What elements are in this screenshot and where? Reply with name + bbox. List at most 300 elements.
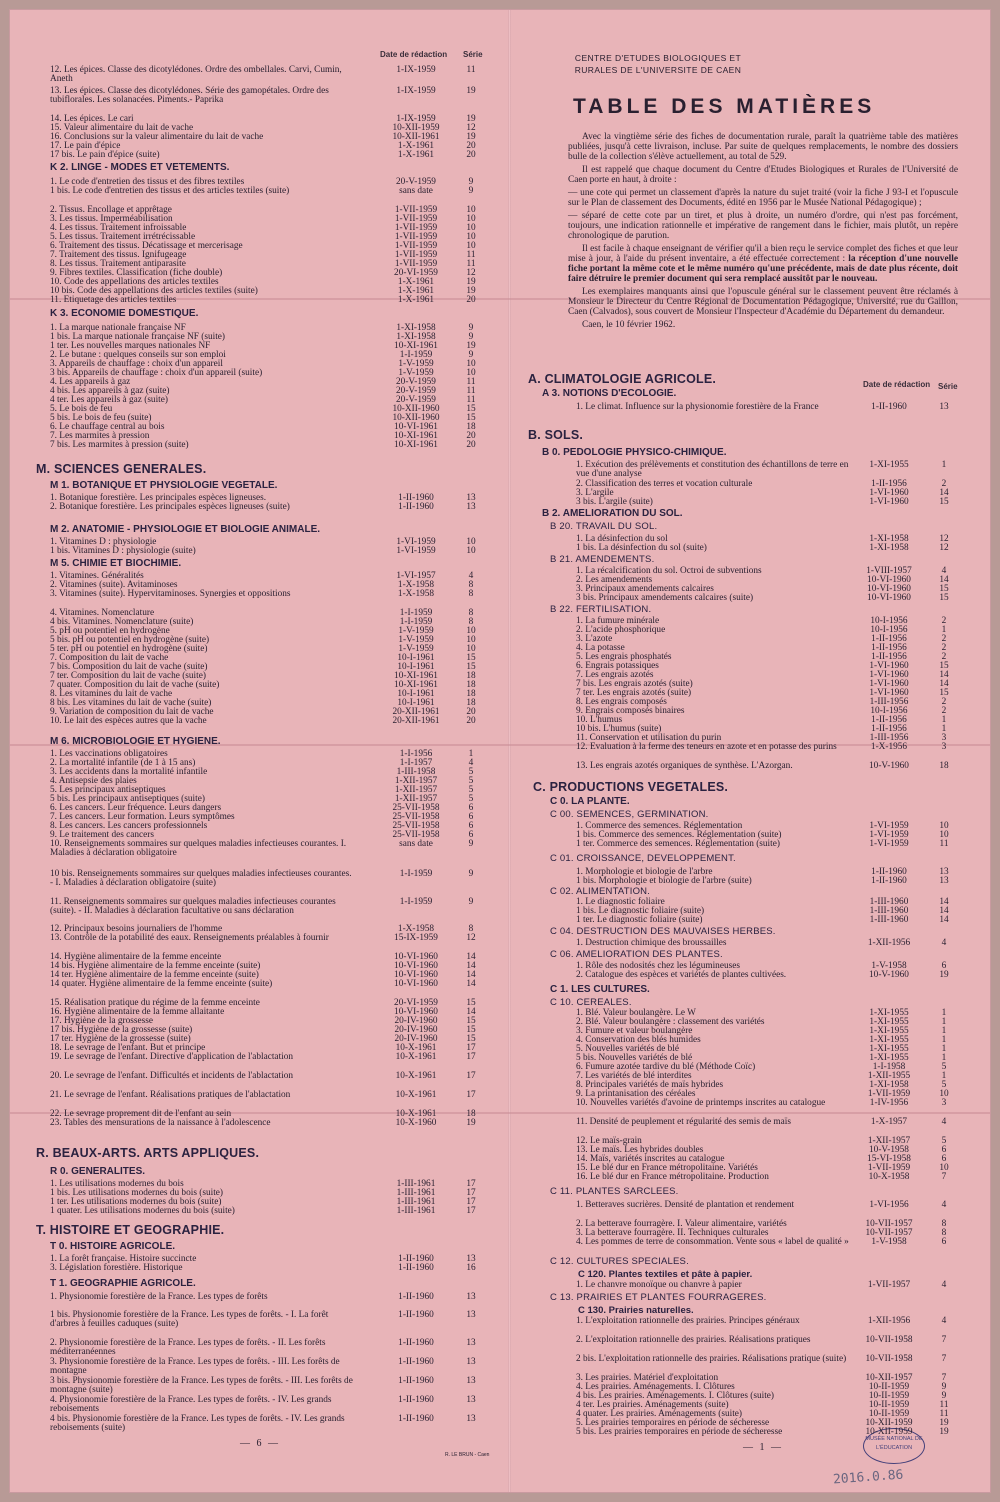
entry-date: 1-VII-1959 bbox=[394, 223, 438, 233]
entry-title: 17 ter. Hygiène de la grossesse (suite) bbox=[50, 1034, 191, 1044]
entry-title: 3 bis. Principaux amendements calcaires (suite) bbox=[576, 593, 754, 603]
entry-date: 1-XII-1955 bbox=[867, 1071, 911, 1081]
entry-title: 7. Les marmites à pression bbox=[50, 431, 150, 441]
section-b: B. SOLS. bbox=[528, 428, 584, 442]
entry-title: 1. L'exploitation rationnelle des prairies. Principes généraux bbox=[576, 1316, 800, 1326]
entry-serie: 18 bbox=[466, 698, 476, 708]
entry-title: 4 quater. Les prairies. Aménagements (suite) bbox=[576, 1409, 742, 1419]
entry-title: 11. Conservation et utilisation du purin bbox=[576, 733, 722, 743]
entry-date: 10-XII-1959 bbox=[865, 1418, 913, 1428]
entry-date: 10-II-1959 bbox=[868, 1391, 910, 1401]
entry-date: 1-V-1958 bbox=[871, 961, 907, 971]
entry-date: 1-I-1959 bbox=[399, 350, 433, 360]
entry-serie: 10 bbox=[466, 359, 476, 369]
entry-serie: 9 bbox=[941, 1382, 947, 1392]
entry-date: 1-XI-1958 bbox=[869, 543, 909, 553]
entry-serie: 14 bbox=[939, 670, 949, 680]
entry-date: 10-XII-1957 bbox=[865, 1373, 913, 1383]
entry-title: 4 bis. Les prairies. Aménagements. I. Clôtures (suite) bbox=[576, 1391, 775, 1401]
entry-date: 1-II-1960 bbox=[398, 1414, 434, 1424]
entry-serie: 13 bbox=[466, 502, 476, 512]
entry-date: 10-XI-1961 bbox=[394, 671, 438, 681]
entry-serie: 7 bbox=[941, 1172, 947, 1182]
entry-serie: 15 bbox=[466, 1016, 476, 1026]
entry-serie: 12 bbox=[466, 123, 476, 133]
entry-serie: 6 bbox=[468, 803, 474, 813]
entry-serie: 8 bbox=[941, 1228, 947, 1238]
entry-serie: 10 bbox=[939, 830, 949, 840]
entry-serie: 15 bbox=[939, 497, 949, 507]
entry-serie: 15 bbox=[466, 404, 476, 414]
entry-date: 1-III-1961 bbox=[396, 1188, 436, 1198]
entry-date: 1-II-1960 bbox=[398, 502, 434, 512]
entry-serie: 10 bbox=[939, 821, 949, 831]
entry-title: 1. La désinfection du sol bbox=[576, 534, 668, 544]
entry-date: 1-IX-1959 bbox=[396, 86, 436, 96]
entry-serie: 5 bbox=[941, 1136, 947, 1146]
entry-title: 16. Le blé dur en France métropolitaine. Production bbox=[576, 1172, 769, 1182]
entry-title: 11. Etiquetage des articles textiles bbox=[50, 295, 177, 305]
entry-date: 1-II-1960 bbox=[398, 1292, 434, 1302]
entry-title: 1. Vitamines D : physiologie bbox=[50, 537, 157, 547]
entry-date: 1-I-1959 bbox=[399, 608, 433, 618]
entry-date: 10-VII-1957 bbox=[865, 1219, 913, 1229]
entry-date: 1-X-1958 bbox=[397, 589, 435, 599]
section-c04: C 04. DESTRUCTION DES MAUVAISES HERBES. bbox=[550, 926, 776, 937]
entry-serie: 15 bbox=[939, 688, 949, 698]
entry-title: 3. Principaux amendements calcaires bbox=[576, 584, 714, 594]
entry-title: 1. Morphologie et biologie de l'arbre bbox=[576, 867, 713, 877]
entry-date: 10-VI-1961 bbox=[394, 422, 438, 432]
section-b21: B 21. AMENDEMENTS. bbox=[550, 554, 655, 565]
section-b22: B 22. FERTILISATION. bbox=[550, 604, 652, 615]
entry-title: 7 bis. Composition du lait de vache (suite) bbox=[50, 662, 208, 672]
entry-date: 10-II-1959 bbox=[868, 1400, 910, 1410]
entry-date: 1-V-1959 bbox=[398, 635, 434, 645]
entry-date: 1-X-1961 bbox=[397, 141, 435, 151]
entry-date: 1-X-1958 bbox=[397, 580, 435, 590]
entry-title: 14. Les épices. Le cari bbox=[50, 114, 134, 124]
entry-title: 4. Les tissus. Traitement infroissable bbox=[50, 223, 187, 233]
entry-title: 1 bis. Vitamines D : physiologie (suite) bbox=[50, 546, 196, 556]
entry-date: 10-I-1961 bbox=[397, 689, 435, 699]
entry-serie: 19 bbox=[466, 86, 476, 96]
entry-date: 1-XI-1955 bbox=[869, 1026, 909, 1036]
entry-serie: 2 bbox=[941, 479, 947, 489]
entry-date: 1-VI-1956 bbox=[869, 1200, 909, 1210]
entry-serie: 1 bbox=[941, 460, 947, 470]
entry-date: 1-IV-1956 bbox=[869, 1098, 909, 1108]
entry-date: 20-V-1959 bbox=[396, 395, 436, 405]
entry-serie: 13 bbox=[466, 1414, 476, 1424]
intro-paragraph: Les exemplaires manquants ainsi que l'opuscule général sur le classement peuvent être réclamés à Monsieur le Directeur du Centre Régional de Documentation Pédagogique, Université, rue du Gaillon, Caen (Calvados), sous couvert de Monsieur l'Inspecteur d'Académie du Département du demandeur. bbox=[568, 287, 958, 317]
entry-serie: 10 bbox=[466, 214, 476, 224]
entry-date: 1-III-1956 bbox=[869, 697, 909, 707]
entry-date: 1-I-1959 bbox=[399, 897, 433, 907]
entry-date: 10-XI-1961 bbox=[394, 341, 438, 351]
entry-title: 1. Blé. Valeur boulangère. Le W bbox=[576, 1008, 696, 1018]
entry-date: 20-IV-1960 bbox=[394, 1034, 438, 1044]
entry-title: 2. Blé. Valeur boulangère : classement des variétés bbox=[576, 1017, 765, 1027]
entry-title: 20. Le sevrage de l'enfant. Difficultés et incidents de l'ablactation bbox=[50, 1071, 293, 1081]
entry-title: 1 bis. Commerce des semences. Réglementation (suite) bbox=[576, 830, 782, 840]
entry-serie: 4 bbox=[468, 758, 474, 768]
entry-date: 20-XII-1961 bbox=[392, 707, 440, 717]
section-c: C. PRODUCTIONS VEGETALES. bbox=[533, 780, 729, 794]
col-header-serie: Série bbox=[463, 50, 483, 59]
entry-title: 11. Densité de peuplement et régularité des semis de maïs bbox=[576, 1117, 791, 1127]
entry-title: 4 ter. Les appareils à gaz (suite) bbox=[50, 395, 168, 405]
col-header-date: Date de rédaction bbox=[380, 50, 448, 59]
entry-serie: 2 bbox=[941, 652, 947, 662]
entry-title: 3. Physionomie forestière de la France. Les types de forêts. - III. Les forêts de montagne bbox=[50, 1357, 340, 1377]
entry-date: 1-X-1957 bbox=[870, 1117, 908, 1127]
entry-title: 2. La betterave fourragère. I. Valeur alimentaire, variétés bbox=[576, 1219, 787, 1229]
entry-serie: 14 bbox=[466, 961, 476, 971]
entry-date: 10-XII-1959 bbox=[865, 1427, 913, 1437]
entry-date: 10-X-1960 bbox=[395, 1118, 437, 1128]
entry-date: 1-I-1959 bbox=[399, 869, 433, 879]
intro-date: Caen, le 10 février 1962. bbox=[582, 320, 676, 330]
entry-title: 1. Destruction chimique des broussailles bbox=[576, 938, 727, 948]
entry-title: 10. Nouvelles variétés d'avoine de printemps inscrites au catalogue bbox=[576, 1098, 826, 1108]
entry-title: 10 bis. L'humus (suite) bbox=[576, 724, 662, 734]
intro-emphasis: la réception d'une nouvelle fiche portant la même cote et le même numéro qu'une précédente, mais de date plus récente, doit faire détruire le premier document qui sera remplacé aussitôt par le nouveau. bbox=[568, 254, 958, 284]
entry-date: 1-X-1961 bbox=[397, 295, 435, 305]
entry-date: 20-V-1959 bbox=[396, 386, 436, 396]
section-t0: T 0. HISTOIRE AGRICOLE. bbox=[50, 1241, 176, 1252]
entry-date: 1-III-1960 bbox=[869, 897, 909, 907]
entry-serie: 19 bbox=[466, 277, 476, 287]
entry-date: 1-XI-1955 bbox=[869, 1053, 909, 1063]
section-c0: C 0. LA PLANTE. bbox=[550, 796, 630, 807]
entry-date: 1-V-1959 bbox=[398, 359, 434, 369]
entry-title: 15. Valeur alimentaire du lait de vache bbox=[50, 123, 194, 133]
entry-date: 10-XI-1961 bbox=[394, 440, 438, 450]
entry-date: 15-IX-1959 bbox=[394, 933, 438, 943]
section-a3: A 3. NOTIONS D'ECOLOGIE. bbox=[542, 388, 677, 399]
entry-serie: 13 bbox=[466, 1357, 476, 1367]
entry-date: 1-II-1960 bbox=[398, 1376, 434, 1386]
entry-title: 13. Les engrais azotés organiques de synthèse. L'Azorgan. bbox=[576, 761, 793, 771]
section-m1: M 1. BOTANIQUE ET PHYSIOLOGIE VEGETALE. bbox=[50, 480, 278, 491]
entry-serie: 15 bbox=[466, 998, 476, 1008]
entry-date: 10-I-1956 bbox=[870, 625, 908, 635]
entry-title: 1 bis. La désinfection du sol (suite) bbox=[576, 543, 707, 553]
entry-date: 1-II-1960 bbox=[398, 1254, 434, 1264]
entry-title: 7 ter. Les engrais azotés (suite) bbox=[576, 688, 692, 698]
entry-title: 1 ter. Le diagnostic foliaire (suite) bbox=[576, 915, 703, 925]
entry-date: 1-II-1960 bbox=[871, 402, 907, 412]
entry-serie: 19 bbox=[466, 114, 476, 124]
entry-serie: 1 bbox=[941, 1044, 947, 1054]
entry-title: 8. Les engrais composés bbox=[576, 697, 667, 707]
entry-title: 16. Conclusions sur la valeur alimentaire du lait de vache bbox=[50, 132, 264, 142]
entry-date: 10-VII-1958 bbox=[865, 1354, 913, 1364]
entry-title: 3. Fumure et valeur boulangère bbox=[576, 1026, 693, 1036]
entry-serie: 5 bbox=[468, 785, 474, 795]
entry-title: 3. Législation forestière. Historique bbox=[50, 1263, 183, 1273]
entry-title: 2. Vitamines (suite). Avitaminoses bbox=[50, 580, 178, 590]
entry-date: 1-II-1960 bbox=[871, 867, 907, 877]
entry-title: 5. Les tissus. Traitement irrétrécissable bbox=[50, 232, 196, 242]
entry-title: 14. Hygiène alimentaire de la femme enceinte bbox=[50, 952, 222, 962]
entry-serie: 10 bbox=[466, 626, 476, 636]
entry-date: 10-VI-1960 bbox=[394, 952, 438, 962]
entry-serie: 1 bbox=[941, 1053, 947, 1063]
entry-serie: 1 bbox=[941, 1071, 947, 1081]
entry-title: 14. Maïs, variétés inscrites au catalogue bbox=[576, 1154, 725, 1164]
entry-serie: 13 bbox=[466, 1310, 476, 1320]
entry-date: 1-VII-1959 bbox=[394, 259, 438, 269]
intro-paragraph bbox=[568, 244, 958, 284]
entry-title: 13. Les épices. Classe des dicotylédones. Série des gamopétales. Ordre des tubiflorales. Les solanacées. Piments.- Paprika bbox=[50, 86, 329, 106]
entry-date: 1-I-1957 bbox=[399, 758, 433, 768]
entry-date: 1-XI-1955 bbox=[869, 1044, 909, 1054]
entry-title: 2. La mortalité infantile (de 1 à 15 ans) bbox=[50, 758, 196, 768]
entry-serie: 1 bbox=[941, 1026, 947, 1036]
section-t: T. HISTOIRE ET GEOGRAPHIE. bbox=[36, 1223, 225, 1237]
entry-date: 1-VII-1959 bbox=[867, 1163, 911, 1173]
entry-date: 1-XII-1957 bbox=[867, 1136, 911, 1146]
entry-serie: 15 bbox=[939, 593, 949, 603]
entry-serie: 19 bbox=[466, 1118, 476, 1128]
entry-date: 1-IX-1959 bbox=[396, 114, 436, 124]
document-sheet bbox=[10, 10, 990, 1492]
entry-date: 10-I-1961 bbox=[397, 698, 435, 708]
entry-date: 10-VII-1957 bbox=[865, 1228, 913, 1238]
entry-serie: 18 bbox=[466, 422, 476, 432]
entry-title: 2. Les amendements bbox=[576, 575, 653, 585]
entry-date: 10-X-1961 bbox=[395, 1052, 437, 1062]
entry-serie: 5 bbox=[941, 1080, 947, 1090]
entry-title: 4. Physionomie forestière de la France. Les types de forêts. - IV. Les grands reboisements bbox=[50, 1395, 332, 1415]
entry-serie: 20 bbox=[466, 440, 476, 450]
entry-date: 1-VI-1960 bbox=[869, 488, 909, 498]
section-r0: R 0. GENERALITES. bbox=[50, 1166, 146, 1177]
entry-serie: 10 bbox=[466, 537, 476, 547]
entry-date: 25-VII-1958 bbox=[392, 812, 440, 822]
entry-date: 10-X-1961 bbox=[395, 1090, 437, 1100]
entry-date: 20-VI-1959 bbox=[394, 268, 438, 278]
entry-serie: 4 bbox=[941, 566, 947, 576]
entry-title: 11. Renseignements sommaires sur quelques maladies infectieuses courantes (suite). - II. Maladies à déclaration facultative ou sans déclaration bbox=[50, 897, 336, 917]
entry-date: 1-V-1959 bbox=[398, 644, 434, 654]
entry-date: 1-VI-1960 bbox=[869, 661, 909, 671]
section-k3: K 3. ECONOMIE DOMESTIQUE. bbox=[50, 308, 199, 319]
entry-serie: 19 bbox=[939, 1427, 949, 1437]
entry-title: 4. Vitamines. Nomenclature bbox=[50, 608, 155, 618]
left-page bbox=[36, 10, 495, 1492]
entry-date: 1-III-1961 bbox=[396, 1197, 436, 1207]
entry-serie: 19 bbox=[466, 132, 476, 142]
entry-date: 1-II-1960 bbox=[398, 493, 434, 503]
entry-date: 1-VII-1959 bbox=[394, 205, 438, 215]
entry-date: 1-I-1956 bbox=[399, 749, 433, 759]
entry-serie: 17 bbox=[466, 1197, 476, 1207]
entry-title: 4. Les pommes de terre de consommation. Vente sous « label de qualité » bbox=[576, 1237, 849, 1247]
entry-title: 4. Conservation des blés humides bbox=[576, 1035, 701, 1045]
entry-title: 7. Les variétés de blé interdites bbox=[576, 1071, 692, 1081]
entry-serie: 1 bbox=[468, 749, 474, 759]
entry-date: 1-XI-1958 bbox=[869, 534, 909, 544]
entry-date: 10-X-1961 bbox=[395, 1109, 437, 1119]
entry-title: 23. Tables des mensurations de la naissance à l'adolescence bbox=[50, 1118, 271, 1128]
entry-date: 1-IX-1959 bbox=[396, 65, 436, 75]
entry-title: 1. Vitamines. Généralités bbox=[50, 571, 144, 581]
entry-title: 10. Le lait des espèces autres que la vache bbox=[50, 716, 207, 726]
entry-title: 7. Composition du lait de vache bbox=[50, 653, 169, 663]
entry-date: 25-VII-1958 bbox=[392, 821, 440, 831]
entry-date: 1-XII-1957 bbox=[394, 785, 438, 795]
inventory-number: 2016.0.86 bbox=[832, 1467, 904, 1488]
entry-date: 1-III-1958 bbox=[396, 767, 436, 777]
entry-date: 20-XII-1961 bbox=[392, 716, 440, 726]
entry-date: 25-VII-1958 bbox=[392, 803, 440, 813]
entry-title: 1 bis. Le diagnostic foliaire (suite) bbox=[576, 906, 705, 916]
intro-paragraph: Il est rappelé que chaque document du Centre d'Etudes Biologiques et Rurales de l'Université de Caen porte en haut, à droite : bbox=[568, 165, 958, 185]
entry-title: 13. Le maïs. Les hybrides doubles bbox=[576, 1145, 704, 1155]
entry-title: 8. Principales variétés de maïs hybrides bbox=[576, 1080, 724, 1090]
entry-date: 1-VII-1959 bbox=[867, 1089, 911, 1099]
entry-serie: 6 bbox=[941, 961, 947, 971]
entry-title: 1. Botanique forestière. Les principales espèces ligneuses. bbox=[50, 493, 267, 503]
entry-date: 1-VI-1960 bbox=[869, 670, 909, 680]
entry-serie: 11 bbox=[466, 250, 476, 260]
entry-title: 16. Hygiène alimentaire de la femme allaitante bbox=[50, 1007, 225, 1017]
section-b20: B 20. TRAVAIL DU SOL. bbox=[550, 521, 658, 532]
section-c13: C 13. PRAIRIES ET PLANTES FOURRAGERES. bbox=[550, 1292, 767, 1303]
entry-serie: 14 bbox=[939, 897, 949, 907]
entry-title: 21. Le sevrage de l'enfant. Réalisations pratiques de l'ablactation bbox=[50, 1090, 291, 1100]
entry-date: 1-VII-1959 bbox=[394, 241, 438, 251]
entry-date: 10-X-1961 bbox=[395, 1043, 437, 1053]
entry-serie: 14 bbox=[939, 906, 949, 916]
entry-date: 10-II-1959 bbox=[868, 1382, 910, 1392]
center-fold bbox=[508, 10, 511, 1492]
entry-serie: 9 bbox=[468, 897, 474, 907]
entry-date: 10-VI-1960 bbox=[394, 961, 438, 971]
entry-serie: 9 bbox=[468, 839, 474, 849]
entry-serie: 10 bbox=[466, 644, 476, 654]
entry-title: 9. Engrais composés binaires bbox=[576, 706, 685, 716]
entry-date: 10-XI-1961 bbox=[394, 431, 438, 441]
entry-date: 10-VI-1960 bbox=[867, 593, 911, 603]
entry-date: 1-XI-1958 bbox=[396, 323, 436, 333]
entry-title: 6. Les cancers. Leur fréquence. Leurs dangers bbox=[50, 803, 222, 813]
entry-title: 1 bis. Morphologie et biologie de l'arbre (suite) bbox=[576, 876, 752, 886]
entry-serie: 20 bbox=[466, 141, 476, 151]
entry-date: 1-V-1959 bbox=[398, 626, 434, 636]
entry-date: 1-VI-1960 bbox=[869, 688, 909, 698]
entry-serie: 15 bbox=[466, 1025, 476, 1035]
entry-serie: 13 bbox=[466, 1395, 476, 1405]
entry-serie: 20 bbox=[466, 707, 476, 717]
section-m2: M 2. ANATOMIE - PHYSIOLOGIE ET BIOLOGIE ANIMALE. bbox=[50, 524, 321, 535]
entry-date: 10-V-1960 bbox=[869, 761, 909, 771]
entry-date: 10-XII-1959 bbox=[392, 123, 440, 133]
entry-serie: 8 bbox=[468, 589, 474, 599]
entry-title: 5 bis. Les principaux antiseptiques (suite) bbox=[50, 794, 205, 804]
entry-serie: 8 bbox=[468, 580, 474, 590]
entry-serie: 13 bbox=[466, 493, 476, 503]
entry-date: 1-III-1960 bbox=[869, 915, 909, 925]
entry-date: 10-XI-1961 bbox=[394, 680, 438, 690]
entry-serie: 12 bbox=[466, 268, 476, 278]
entry-serie: 14 bbox=[939, 488, 949, 498]
entry-title: 14 quater. Hygiène alimentaire de la femme enceinte (suite) bbox=[50, 979, 273, 989]
entry-date: 1-III-1956 bbox=[869, 733, 909, 743]
entry-title: 8. Les tissus. Traitement antiparasite bbox=[50, 259, 186, 269]
entry-date: 10-XII-1961 bbox=[392, 132, 440, 142]
entry-serie: 10 bbox=[466, 546, 476, 556]
entry-title: 9. Fibres textiles. Classification (fiche double) bbox=[50, 268, 223, 278]
entry-title: 2 bis. L'exploitation rationnelle des prairies. Réalisations pratique (suite) bbox=[576, 1354, 847, 1364]
entry-title: 3. Vitamines (suite). Hypervitaminoses. Synergies et oppositions bbox=[50, 589, 291, 599]
entry-date: 1-II-1956 bbox=[871, 715, 907, 725]
entry-title: 3. Appareils de chauffage : choix d'un appareil bbox=[50, 359, 223, 369]
entry-title: 12. Les épices. Classe des dicotylédones. Ordre des ombellales. Carvi, Cumin, Aneth bbox=[50, 65, 342, 85]
entry-date: 1-X-1961 bbox=[397, 150, 435, 160]
entry-date: 10-V-1960 bbox=[869, 970, 909, 980]
section-k2: K 2. LINGE - MODES ET VETEMENTS. bbox=[50, 162, 230, 173]
entry-date: 20-VI-1959 bbox=[394, 998, 438, 1008]
entry-title: 1. Les utilisations modernes du bois bbox=[50, 1179, 184, 1189]
entry-title: 1. Exécution des prélèvements et constitution des échantillons de terre en vue d'une analyse bbox=[576, 460, 849, 480]
entry-serie: 2 bbox=[941, 706, 947, 716]
entry-title: 12. Le maïs-grain bbox=[576, 1136, 642, 1146]
entry-serie: 11 bbox=[466, 386, 476, 396]
entry-serie: 5 bbox=[468, 776, 474, 786]
entry-serie: 9 bbox=[468, 350, 474, 360]
section-c00: C 00. SEMENCES, GERMINATION. bbox=[550, 809, 709, 820]
entry-serie: 18 bbox=[466, 689, 476, 699]
entry-date: sans date bbox=[399, 839, 433, 849]
entry-date: 1-II-1956 bbox=[871, 643, 907, 653]
entry-serie: 4 bbox=[468, 571, 474, 581]
entry-title: 1. Les vaccinations obligatoires bbox=[50, 749, 168, 759]
entry-date: 20-V-1959 bbox=[396, 377, 436, 387]
section-c10: C 10. CEREALES. bbox=[550, 997, 632, 1008]
entry-title: 5. pH ou potentiel en hydrogène bbox=[50, 626, 170, 636]
entry-title: 6. Le chauffage central au bois bbox=[50, 422, 165, 432]
entry-serie: 8 bbox=[468, 617, 474, 627]
entry-serie: 10 bbox=[939, 1089, 949, 1099]
entry-date: 1-VI-1959 bbox=[869, 830, 909, 840]
entry-title: 1 ter. Les utilisations modernes du bois (suite) bbox=[50, 1197, 222, 1207]
entry-serie: 12 bbox=[939, 534, 949, 544]
entry-serie: 5 bbox=[941, 1062, 947, 1072]
entry-date: 1-II-1956 bbox=[871, 652, 907, 662]
entry-title: 7 bis. Les marmites à pression (suite) bbox=[50, 440, 189, 450]
entry-date: 20-IV-1960 bbox=[394, 1025, 438, 1035]
section-a: A. CLIMATOLOGIE AGRICOLE. bbox=[528, 372, 717, 386]
entry-serie: 6 bbox=[468, 830, 474, 840]
entry-serie: 5 bbox=[468, 794, 474, 804]
entry-title: 4. Antisepsie des plaies bbox=[50, 776, 137, 786]
entry-title: 7 quater. Composition du lait de vache (suite) bbox=[50, 680, 220, 690]
entry-serie: 19 bbox=[466, 286, 476, 296]
entry-title: 5. Les principaux antiseptiques bbox=[50, 785, 166, 795]
entry-serie: 6 bbox=[468, 812, 474, 822]
entry-serie: 10 bbox=[939, 1163, 949, 1173]
entry-title: 10. Renseignements sommaires sur quelques maladies infectieuses courantes. I. Maladies à déclaration obligatoire bbox=[50, 839, 347, 859]
entry-serie: 11 bbox=[466, 377, 476, 387]
entry-serie: 17 bbox=[466, 1052, 476, 1062]
entry-date: 10-X-1961 bbox=[395, 1071, 437, 1081]
entry-serie: 15 bbox=[939, 584, 949, 594]
entry-serie: 16 bbox=[466, 1263, 476, 1273]
